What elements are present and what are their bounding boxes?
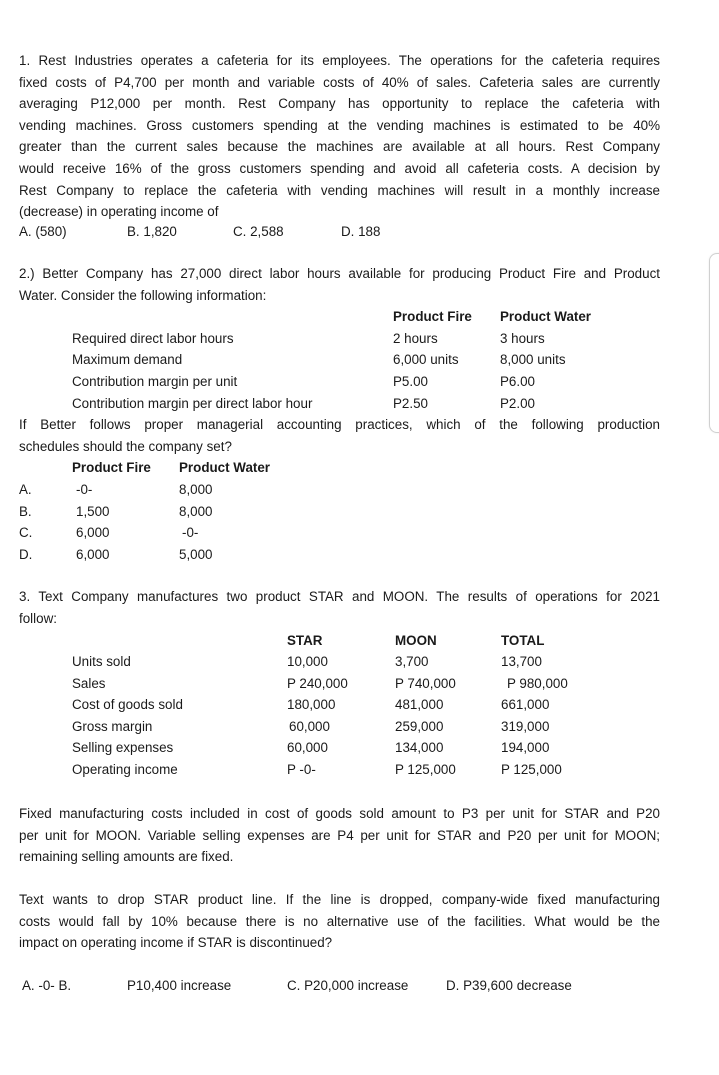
q3-header-total: TOTAL [501, 633, 545, 648]
q3-row-label: Units sold [72, 654, 131, 669]
q2-choice-header-fire: Product Fire [72, 460, 151, 475]
q3-row-label: Sales [72, 676, 106, 691]
q3-choice-d: D. P39,600 decrease [446, 978, 572, 993]
q3-row-label: Cost of goods sold [72, 697, 183, 712]
q2-line: Water. Consider the following information: [19, 287, 267, 303]
q2-row-label: Contribution margin per unit [72, 374, 238, 389]
q3-question [19, 889, 660, 954]
q1-choice-b: B. 1,820 [127, 224, 177, 239]
q3-cell-star: 180,000 [287, 697, 336, 712]
q3-choice-a: A. -0- B. [22, 978, 72, 993]
q3-question-line: Text wants to drop STAR product line. If the line is dropped, company-wide fixed manufacturing [19, 892, 660, 907]
q3-intro [19, 586, 660, 629]
q3-question-line: impact on operating income if STAR is discontinued? [19, 935, 333, 951]
q2-choice-fire: -0- [76, 482, 93, 497]
q3-cell-moon: P 740,000 [395, 676, 456, 691]
q1-line: fixed costs of P4,700 per month and variable costs of 40% of sales. Cafeteria sales are currently [19, 74, 660, 90]
q2-question [19, 414, 660, 457]
q2-choice-water: -0- [182, 525, 199, 540]
q2-question-line: schedules should the company set? [19, 438, 232, 454]
q1-line: would receive 16% of the gross customers spending and avoid all cafeteria costs. A decision by [19, 160, 660, 176]
q3-cell-moon: 134,000 [395, 740, 444, 755]
q3-cell-moon: 259,000 [395, 719, 444, 734]
q2-line: 2.) Better Company has 27,000 direct labor hours available for producing Product Fire and Product [19, 266, 660, 281]
q1-line: Rest Company to replace the cafeteria with vending machines will result in a monthly increase [19, 182, 660, 198]
q3-cell-total: 661,000 [501, 697, 550, 712]
q1-line: (decrease) in operating income of [19, 204, 219, 220]
q1-line: greater than the current sales because the machines are available at all hours. Rest Company [19, 139, 660, 155]
q2-header-fire: Product Fire [393, 309, 472, 324]
q1-paragraph [19, 50, 660, 223]
q3-cell-total: P 125,000 [501, 762, 562, 777]
q3-choice-c: C. P20,000 increase [287, 978, 409, 993]
q2-cell-water: P6.00 [500, 374, 535, 389]
q1-choice-c: C. 2,588 [233, 224, 284, 239]
q2-row-label: Contribution margin per direct labor hour [72, 396, 313, 411]
q3-cell-star: 10,000 [287, 654, 328, 669]
q3-row-label: Gross margin [72, 719, 153, 734]
q2-choice-fire: 6,000 [76, 547, 110, 562]
q2-cell-water: P2.00 [500, 396, 535, 411]
q1-line: averaging P12,000 per month. Rest Company has opportunity to replace the cafeteria with [19, 96, 660, 112]
q2-choice-fire: 1,500 [76, 504, 110, 519]
q2-cell-water: 8,000 units [500, 352, 566, 367]
q2-choice-letter: A. [19, 482, 32, 497]
q1-choice-d: D. 188 [341, 224, 381, 239]
q3-header-star: STAR [287, 633, 323, 648]
q3-cell-moon: P 125,000 [395, 762, 456, 777]
q3-cell-star: P -0- [287, 762, 316, 777]
q3-intro-line: follow: [19, 610, 57, 626]
q3-cell-moon: 3,700 [395, 654, 429, 669]
q3-question-line: costs would fall by 10% because there is no alternative use of the facilities. What would be the [19, 913, 660, 929]
q2-choice-water: 8,000 [179, 504, 213, 519]
q3-note-line: Fixed manufacturing costs included in cost of goods sold amount to P3 per unit for STAR and P20 [19, 806, 660, 821]
q2-cell-fire: P5.00 [393, 374, 428, 389]
q2-row-label: Maximum demand [72, 352, 183, 367]
q3-cell-total: 194,000 [501, 740, 550, 755]
q3-header-moon: MOON [395, 633, 437, 648]
q3-cell-star: P 240,000 [287, 676, 348, 691]
q2-cell-fire: P2.50 [393, 396, 428, 411]
q3-row-label: Operating income [72, 762, 178, 777]
q2-choice-fire: 6,000 [76, 525, 110, 540]
q2-choice-header-water: Product Water [179, 460, 271, 475]
q3-cell-star: 60,000 [289, 719, 330, 734]
q3-choice-b: P10,400 increase [127, 978, 232, 993]
q2-header-water: Product Water [500, 309, 592, 324]
q2-question-line: If Better follows proper managerial accounting practices, which of the following production [19, 417, 660, 432]
q3-cell-total: 13,700 [501, 654, 542, 669]
q1-line: vending machines. Gross customers spending at the vending machines is estimated to be 40% [19, 117, 660, 133]
q3-note [19, 803, 660, 868]
q3-intro-line: 3. Text Company manufactures two product STAR and MOON. The results of operations for 2021 [19, 589, 660, 604]
side-panel-edge [709, 253, 719, 433]
q3-row-label: Selling expenses [72, 740, 174, 755]
q3-cell-moon: 481,000 [395, 697, 444, 712]
q2-choice-water: 8,000 [179, 482, 213, 497]
q2-cell-fire: 6,000 units [393, 352, 459, 367]
q3-cell-total: 319,000 [501, 719, 550, 734]
q2-choice-letter: D. [19, 547, 33, 562]
q3-cell-total: P 980,000 [507, 676, 568, 691]
q2-choice-letter: C. [19, 525, 33, 540]
q2-row-label: Required direct labor hours [72, 331, 234, 346]
q3-note-line: remaining selling amounts are fixed. [19, 849, 234, 865]
q3-note-line: per unit for MOON. Variable selling expenses are P4 per unit for STAR and P20 per unit for MOON; [19, 827, 660, 843]
q3-cell-star: 60,000 [287, 740, 328, 755]
q2-cell-water: 3 hours [500, 331, 545, 346]
q2-cell-fire: 2 hours [393, 331, 438, 346]
q2-paragraph [19, 263, 660, 306]
q2-choice-letter: B. [19, 504, 32, 519]
q1-choice-a: A. (580) [19, 224, 67, 239]
q1-line: 1. Rest Industries operates a cafeteria for its employees. The operations for the cafeteria requires [19, 53, 660, 68]
q2-choice-water: 5,000 [179, 547, 213, 562]
